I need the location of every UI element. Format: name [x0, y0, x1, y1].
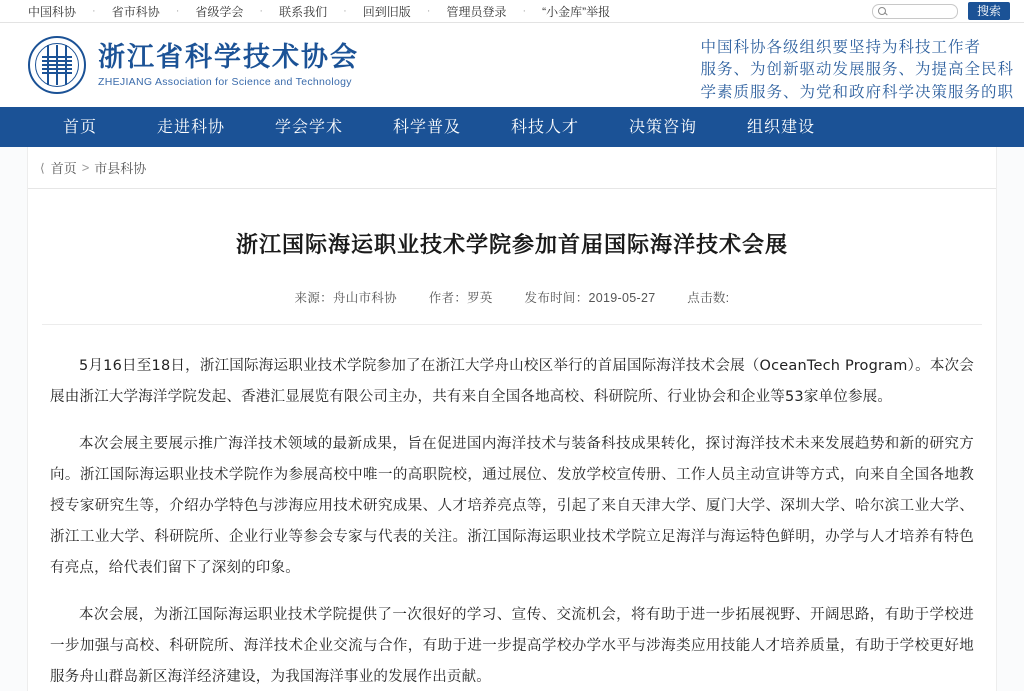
article-hits: 点击数: [687, 290, 730, 305]
brand-name-cn: 浙江省科学技术协会 [98, 41, 359, 73]
top-link-separator: · [259, 5, 264, 17]
nav-item-consulting[interactable]: 决策咨询 [628, 117, 697, 136]
article-paragraph: 5月16日至18日，浙江国际海运职业技术学院参加了在浙江大学舟山校区举行的首届国际海洋技术会展（OceanTech Program）。本次会展由浙江大学海洋学院发起、香港汇显展览有限公司主办，共有来自全国各地高校、科研院所、行业协会和企业等53家单位参展。 [50, 357, 974, 405]
breadcrumb-home[interactable]: 首页 [50, 161, 77, 176]
breadcrumb [28, 147, 996, 189]
site-header [0, 23, 1024, 107]
breadcrumb-arrow-icon: ⟨ [40, 160, 45, 175]
top-link-china-cast[interactable]: 中国科协 [28, 4, 77, 19]
main-navigation [0, 107, 1024, 147]
site-logo[interactable] [28, 36, 359, 94]
meta-divider [42, 324, 982, 325]
top-utility-bar [0, 0, 1024, 23]
search-box[interactable] [872, 4, 958, 19]
search-area [872, 2, 1010, 20]
cast-emblem-icon [28, 36, 86, 94]
header-slogan [700, 36, 1014, 103]
page-body [0, 147, 1024, 691]
brand-text [98, 42, 359, 88]
slogan-line-2: 服务、为创新驱动发展服务、为提高全民科 [700, 60, 1014, 79]
top-link-old-version[interactable]: 回到旧版 [362, 4, 411, 19]
top-links [28, 3, 872, 20]
emblem-inner-lines [56, 45, 58, 85]
top-link-contact-us[interactable]: 联系我们 [279, 4, 328, 19]
top-link-separator: · [92, 5, 96, 17]
search-button[interactable]: 搜索 [968, 2, 1010, 20]
article-paragraph: 本次会展主要展示推广海洋技术领域的最新成果，旨在促进国内海洋技术与装备科技成果转化，探讨海洋技术未来发展趋势和新的研究方向。浙江国际海运职业技术学院作为参展高校中唯一的高职院校，通过展位、发放学校宣传册、工作人员主动宣讲等方式，向来自全国各地教授专家研究生等，介绍办学特色与涉海应用技术研究成果、人才培养亮点等，引起了来自天津大学、厦门大学、深圳大学、哈尔滨工业大学、浙江工业大学、科研院所、企业行业等参会专家与代表的关注。浙江国际海运职业技术学院立足海洋与海运特色鲜明，办学与人才培养有特色有亮点，给代表们留下了深刻的印象。 [50, 435, 974, 576]
top-link-report-petty-cash[interactable]: “小金库”举报 [542, 4, 611, 19]
nav-item-home[interactable]: 首页 [62, 117, 97, 136]
top-link-provincial-societies[interactable]: 省级学会 [195, 4, 244, 19]
top-link-separator: · [343, 5, 347, 17]
top-link-provincial-city[interactable]: 省市科协 [111, 4, 160, 19]
search-input[interactable] [887, 5, 952, 18]
nav-item-organization[interactable]: 组织建设 [746, 117, 815, 136]
page-title: 浙江国际海运职业技术学院参加首届国际海洋技术会展 [235, 233, 788, 258]
top-link-separator: · [522, 5, 527, 17]
nav-item-about[interactable]: 走进科协 [156, 117, 225, 136]
breadcrumb-current: 市县科协 [94, 161, 147, 176]
nav-item-talent[interactable]: 科技人才 [510, 117, 579, 136]
article-meta [28, 288, 996, 306]
content-column [28, 147, 996, 691]
top-link-separator: · [175, 5, 180, 17]
search-icon [878, 7, 887, 16]
nav-item-societies[interactable]: 学会学术 [274, 117, 343, 136]
brand-name-en: ZHEJIANG Association for Science and Technology [98, 76, 352, 89]
article-author: 作者：罗英 [428, 290, 493, 305]
breadcrumb-separator: > [81, 160, 90, 175]
slogan-line-3: 学素质服务、为党和政府科学决策服务的职 [700, 82, 1014, 101]
nav-item-science-popularization[interactable]: 科学普及 [392, 117, 461, 136]
top-link-admin-login[interactable]: 管理员登录 [446, 4, 507, 19]
slogan-line-1: 中国科协各级组织要坚持为科技工作者 [700, 38, 981, 56]
article-body [50, 351, 974, 691]
article-paragraph: 本次会展，为浙江国际海运职业技术学院提供了一次很好的学习、宣传、交流机会，将有助于进一步拓展视野、开阔思路，有助于学校进一步加强与高校、科研院所、海洋技术企业交流与合作，有助于进一步提高学校办学水平与涉海类应用技能人才培养质量，有助于学校更好地服务舟山群岛新区海洋经济建设，为我国海洋事业的发展作出贡献。 [50, 606, 974, 685]
article-source: 来源：舟山市科协 [294, 290, 397, 305]
top-link-separator: · [426, 5, 431, 17]
article-publish-time: 发布时间：2019-05-27 [524, 290, 656, 305]
